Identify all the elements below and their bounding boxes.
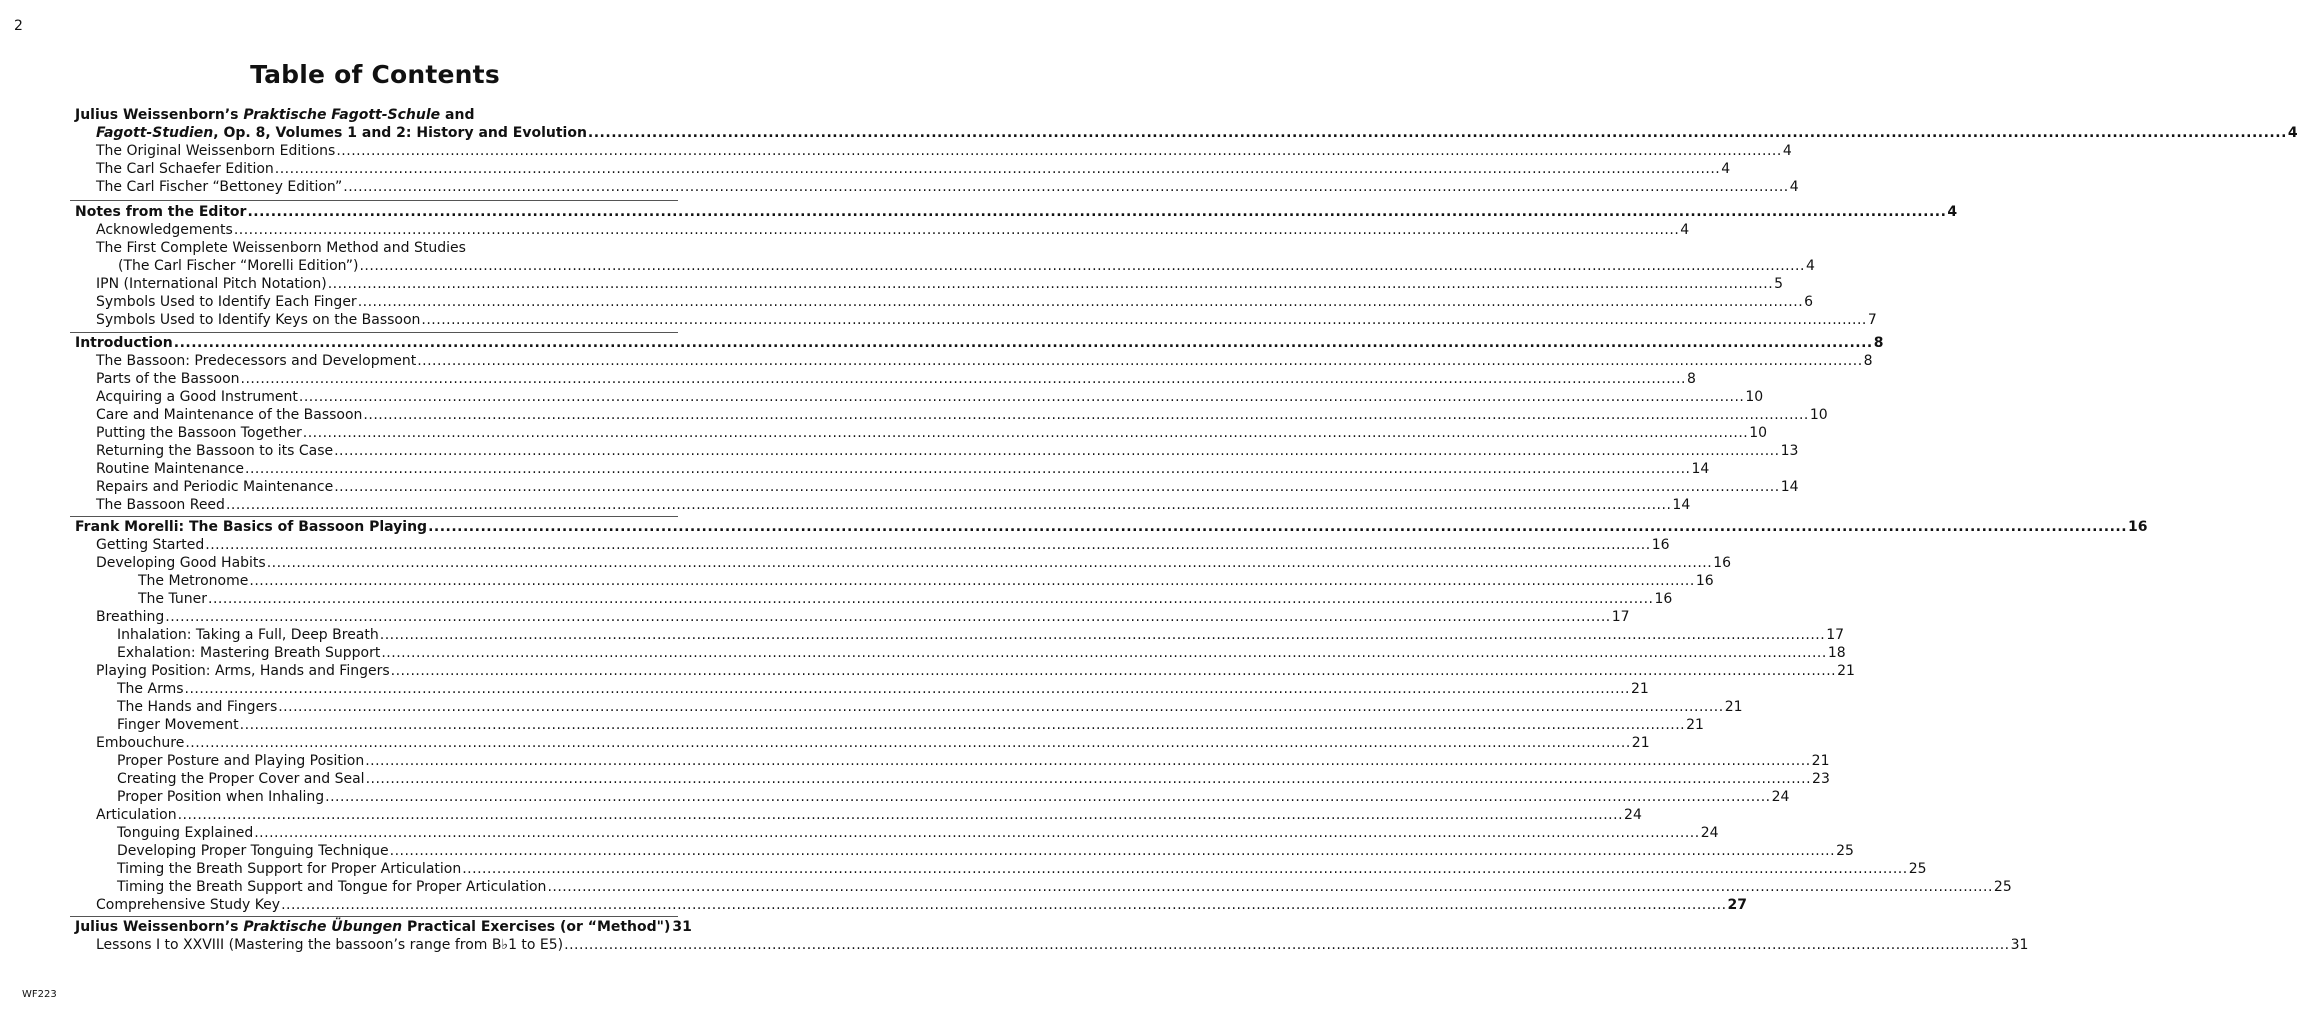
leader-dots	[226, 496, 1671, 514]
entry-label: Notes from the Editor	[75, 204, 247, 220]
entry-label: Symbols Used to Identify Keys on the Bassoon	[96, 312, 421, 328]
leader-dots	[174, 334, 1873, 352]
leader-dots	[178, 806, 1623, 824]
entry-page: 31	[672, 919, 692, 935]
entry-label: Articulation	[96, 807, 177, 823]
heading-italic: Fagott-Studien	[96, 125, 214, 141]
section-divider	[70, 516, 678, 517]
toc-heading-history	[75, 106, 474, 124]
entry-label: Developing Proper Tonguing Technique	[117, 843, 389, 859]
leader-dots	[299, 388, 1744, 406]
leader-dots	[547, 878, 1992, 896]
entry-label: The Carl Schaefer Edition	[96, 161, 274, 177]
leader-dots	[249, 572, 1694, 590]
entry-page: 14	[1780, 479, 1799, 495]
toc-entry[interactable]	[117, 842, 1854, 860]
entry-page: 16	[1695, 573, 1714, 589]
toc-entry[interactable]	[96, 388, 1764, 406]
entry-page: 14	[1672, 497, 1691, 513]
entry-label: Timing the Breath Support for Proper Articulation	[117, 861, 462, 877]
leader-dots	[278, 698, 1723, 716]
entry-page: 25	[1908, 861, 1927, 877]
toc-entry[interactable]	[117, 752, 1830, 770]
toc-entry[interactable]	[117, 716, 1704, 734]
entry-page: 8	[1873, 335, 1884, 351]
entry-page: 5	[1774, 276, 1784, 292]
leader-dots	[325, 788, 1770, 806]
toc-entry[interactable]	[96, 496, 1691, 514]
entry-page: 4	[1789, 179, 1799, 195]
entry-label: Exhalation: Mastering Breath Support	[117, 645, 381, 661]
entry-label: The Bassoon Reed	[96, 497, 225, 513]
toc-entry[interactable]	[96, 460, 1710, 478]
entry-label: Getting Started	[96, 537, 205, 553]
leader-dots	[421, 311, 1866, 329]
entry-label: Symbols Used to Identify Each Finger	[96, 294, 357, 310]
entry-label: Breathing	[96, 609, 165, 625]
leader-dots	[240, 716, 1685, 734]
entry-page: 24	[1624, 807, 1642, 823]
heading-text: Julius Weissenborn’s	[75, 919, 244, 935]
entry-label: The Tuner	[138, 591, 208, 607]
entry-page: 21	[1837, 663, 1855, 679]
toc-entry[interactable]	[96, 370, 1696, 388]
entry-page: 7	[1867, 312, 1877, 328]
entry-label: Inhalation: Taking a Full, Deep Breath	[117, 627, 379, 643]
entry-page: 6	[1804, 294, 1814, 310]
leader-dots	[380, 626, 1825, 644]
toc-entry[interactable]	[138, 590, 1673, 608]
entry-page: 8	[1863, 353, 1873, 369]
leader-dots	[334, 442, 1779, 460]
toc-entry[interactable]	[96, 406, 1828, 424]
entry-label: Finger Movement	[117, 717, 239, 733]
entry-page: 17	[1826, 627, 1845, 643]
entry-label: Care and Maintenance of the Bassoon	[96, 407, 363, 423]
entry-label: The Arms	[117, 681, 184, 697]
section-divider	[70, 200, 678, 201]
toc-entry[interactable]	[117, 698, 1743, 716]
section-divider	[70, 916, 678, 917]
leader-dots	[275, 160, 1720, 178]
entry-label	[96, 124, 587, 142]
heading-text: Practical Exercises (or “Method")	[402, 919, 671, 935]
entry-page: 4	[1782, 143, 1792, 159]
toc-entry-label-line: The First Complete Weissenborn Method and Studies	[96, 240, 466, 256]
entry-label: Lessons I to XXVIII (Mastering the bassoon’s range from B♭1 to E5)	[96, 937, 564, 953]
leader-dots	[365, 752, 1810, 770]
entry-page: 21	[1686, 717, 1704, 733]
entry-page: 16	[1654, 591, 1673, 607]
entry-label: IPN (International Pitch Notation)	[96, 276, 327, 292]
toc-entry[interactable]	[96, 142, 1792, 160]
entry-label: Frank Morelli: The Basics of Bassoon Playing	[75, 519, 428, 535]
leader-dots	[390, 842, 1835, 860]
leader-dots	[428, 518, 2127, 536]
toc-entry[interactable]	[138, 572, 1714, 590]
leader-dots	[205, 536, 1650, 554]
entry-page: 4	[1680, 222, 1690, 238]
leader-dots	[185, 734, 1630, 752]
entry-label: Repairs and Periodic Maintenance	[96, 479, 334, 495]
toc-entry[interactable]	[96, 424, 1768, 442]
heading-text: and	[440, 107, 475, 123]
page-number: 2	[14, 18, 23, 34]
entry-page: 13	[1780, 443, 1799, 459]
leader-dots	[267, 554, 1712, 572]
heading-text: Julius Weissenborn’s	[75, 107, 244, 123]
entry-page: 10	[1809, 407, 1828, 423]
entry-page: 21	[1724, 699, 1743, 715]
leader-dots	[462, 860, 1907, 878]
leader-dots	[336, 142, 1781, 160]
toc-entry[interactable]	[96, 554, 1732, 572]
leader-dots	[381, 644, 1826, 662]
entry-label: Acquiring a Good Instrument	[96, 389, 298, 405]
toc-entry[interactable]	[117, 680, 1649, 698]
toc-entry[interactable]	[96, 662, 1855, 680]
toc-heading-basics[interactable]	[75, 518, 2148, 536]
toc-entry[interactable]	[96, 293, 1814, 311]
toc-entry[interactable]	[96, 936, 2029, 954]
entry-label: Playing Position: Arms, Hands and Fingers	[96, 663, 390, 679]
leader-dots	[588, 124, 2287, 142]
toc-entry[interactable]	[96, 160, 1731, 178]
entry-label: Creating the Proper Cover and Seal	[117, 771, 365, 787]
toc-entry[interactable]	[96, 178, 1799, 196]
toc-entry[interactable]	[96, 352, 1873, 370]
entry-page: 4	[2287, 125, 2298, 141]
toc-entry[interactable]	[117, 626, 1845, 644]
toc-entry[interactable]	[96, 442, 1799, 460]
entry-label: The Original Weissenborn Editions	[96, 143, 336, 159]
leader-dots	[391, 662, 1836, 680]
entry-page: 16	[1651, 537, 1670, 553]
entry-page: 16	[1713, 555, 1732, 571]
entry-page: 14	[1691, 461, 1710, 477]
entry-page: 18	[1827, 645, 1846, 661]
entry-label: Putting the Bassoon Together	[96, 425, 302, 441]
entry-label: Timing the Breath Support and Tongue for Proper Articulation	[117, 879, 547, 895]
toc-entry[interactable]	[96, 124, 2298, 142]
toc-entry[interactable]	[96, 536, 1670, 554]
entry-label: Acknowledgements	[96, 222, 233, 238]
entry-label: The Metronome	[138, 573, 249, 589]
entry-label: Embouchure	[96, 735, 185, 751]
entry-page: 4	[1947, 204, 1958, 220]
entry-page: 16	[2128, 519, 2148, 535]
entry-label: Introduction	[75, 335, 173, 351]
entry-page: 4	[1721, 161, 1731, 177]
toc-entry[interactable]	[117, 824, 1719, 842]
leader-dots	[366, 770, 1811, 788]
toc-entry[interactable]	[96, 608, 1630, 626]
entry-page: 31	[2010, 937, 2029, 953]
toc-entry[interactable]	[96, 806, 1642, 824]
leader-dots	[165, 608, 1610, 626]
leader-dots	[281, 896, 1726, 914]
leader-dots	[359, 257, 1804, 275]
entry-page: 21	[1811, 753, 1830, 769]
toc-entry[interactable]	[96, 311, 1877, 329]
leader-dots	[328, 275, 1773, 293]
heading-italic: Praktische Fagott-Schule	[243, 107, 441, 123]
entry-label: Developing Good Habits	[96, 555, 266, 571]
toc-entry[interactable]	[117, 788, 1790, 806]
leader-dots	[245, 460, 1690, 478]
toc-entry[interactable]	[96, 275, 1784, 293]
entry-page: 23	[1812, 771, 1830, 787]
entry-label: Tonguing Explained	[117, 825, 254, 841]
toc-entry[interactable]	[96, 478, 1799, 496]
leader-dots	[208, 590, 1653, 608]
entry-page: 10	[1749, 425, 1768, 441]
leader-dots	[417, 352, 1862, 370]
leader-dots	[247, 203, 1946, 221]
entry-label: The Bassoon: Predecessors and Development	[96, 353, 417, 369]
entry-page: 27	[1727, 897, 1748, 913]
entry-label: Routine Maintenance	[96, 461, 245, 477]
toc-heading-introduction[interactable]	[75, 334, 1884, 352]
toc-entry[interactable]	[117, 860, 1927, 878]
entry-page: 10	[1745, 389, 1764, 405]
toc-entry[interactable]	[96, 734, 1650, 752]
toc-entry[interactable]	[117, 878, 2012, 896]
leader-dots	[234, 221, 1679, 239]
leader-dots	[363, 406, 1808, 424]
entry-label: Proper Position when Inhaling	[117, 789, 325, 805]
entry-page: 8	[1687, 371, 1696, 387]
leader-dots	[185, 680, 1630, 698]
entry-page: 4	[1805, 258, 1815, 274]
entry-label: (The Carl Fischer “Morelli Edition”)	[118, 258, 359, 274]
entry-page: 21	[1630, 681, 1649, 697]
leader-dots	[343, 178, 1788, 196]
heading-italic: Praktische Übungen	[243, 919, 403, 935]
page-title: Table of Contents	[250, 60, 500, 89]
entry-label: Comprehensive Study Key	[96, 897, 281, 913]
entry-page: 21	[1631, 735, 1650, 751]
toc-entry[interactable]	[118, 257, 1815, 275]
section-divider	[70, 332, 678, 333]
entry-label: Parts of the Bassoon	[96, 371, 240, 387]
toc-entry[interactable]	[96, 221, 1690, 239]
leader-dots	[358, 293, 1803, 311]
toc-entry[interactable]	[117, 644, 1846, 662]
entry-label: The Hands and Fingers	[117, 699, 278, 715]
toc-heading-notes[interactable]	[75, 203, 1958, 221]
leader-dots	[564, 936, 2009, 954]
leader-dots	[334, 478, 1779, 496]
entry-page: 25	[1836, 843, 1854, 859]
entry-page: 24	[1700, 825, 1719, 841]
entry-label: Returning the Bassoon to its Case	[96, 443, 334, 459]
leader-dots	[254, 824, 1699, 842]
entry-label: The Carl Fischer “Bettoney Edition”	[96, 179, 343, 195]
heading-text: , Op. 8, Volumes 1 and 2: History and Evolution	[213, 125, 587, 141]
toc-entry[interactable]	[96, 896, 1748, 914]
leader-dots	[241, 370, 1686, 388]
toc-entry[interactable]	[117, 770, 1830, 788]
toc-heading-practical-exercises[interactable]	[75, 918, 692, 936]
entry-label: Proper Posture and Playing Position	[117, 753, 365, 769]
entry-page: 24	[1771, 789, 1790, 805]
entry-label	[75, 918, 670, 936]
entry-page: 25	[1993, 879, 2012, 895]
footer-code: WF223	[22, 989, 57, 1000]
entry-page: 17	[1611, 609, 1630, 625]
leader-dots	[303, 424, 1748, 442]
